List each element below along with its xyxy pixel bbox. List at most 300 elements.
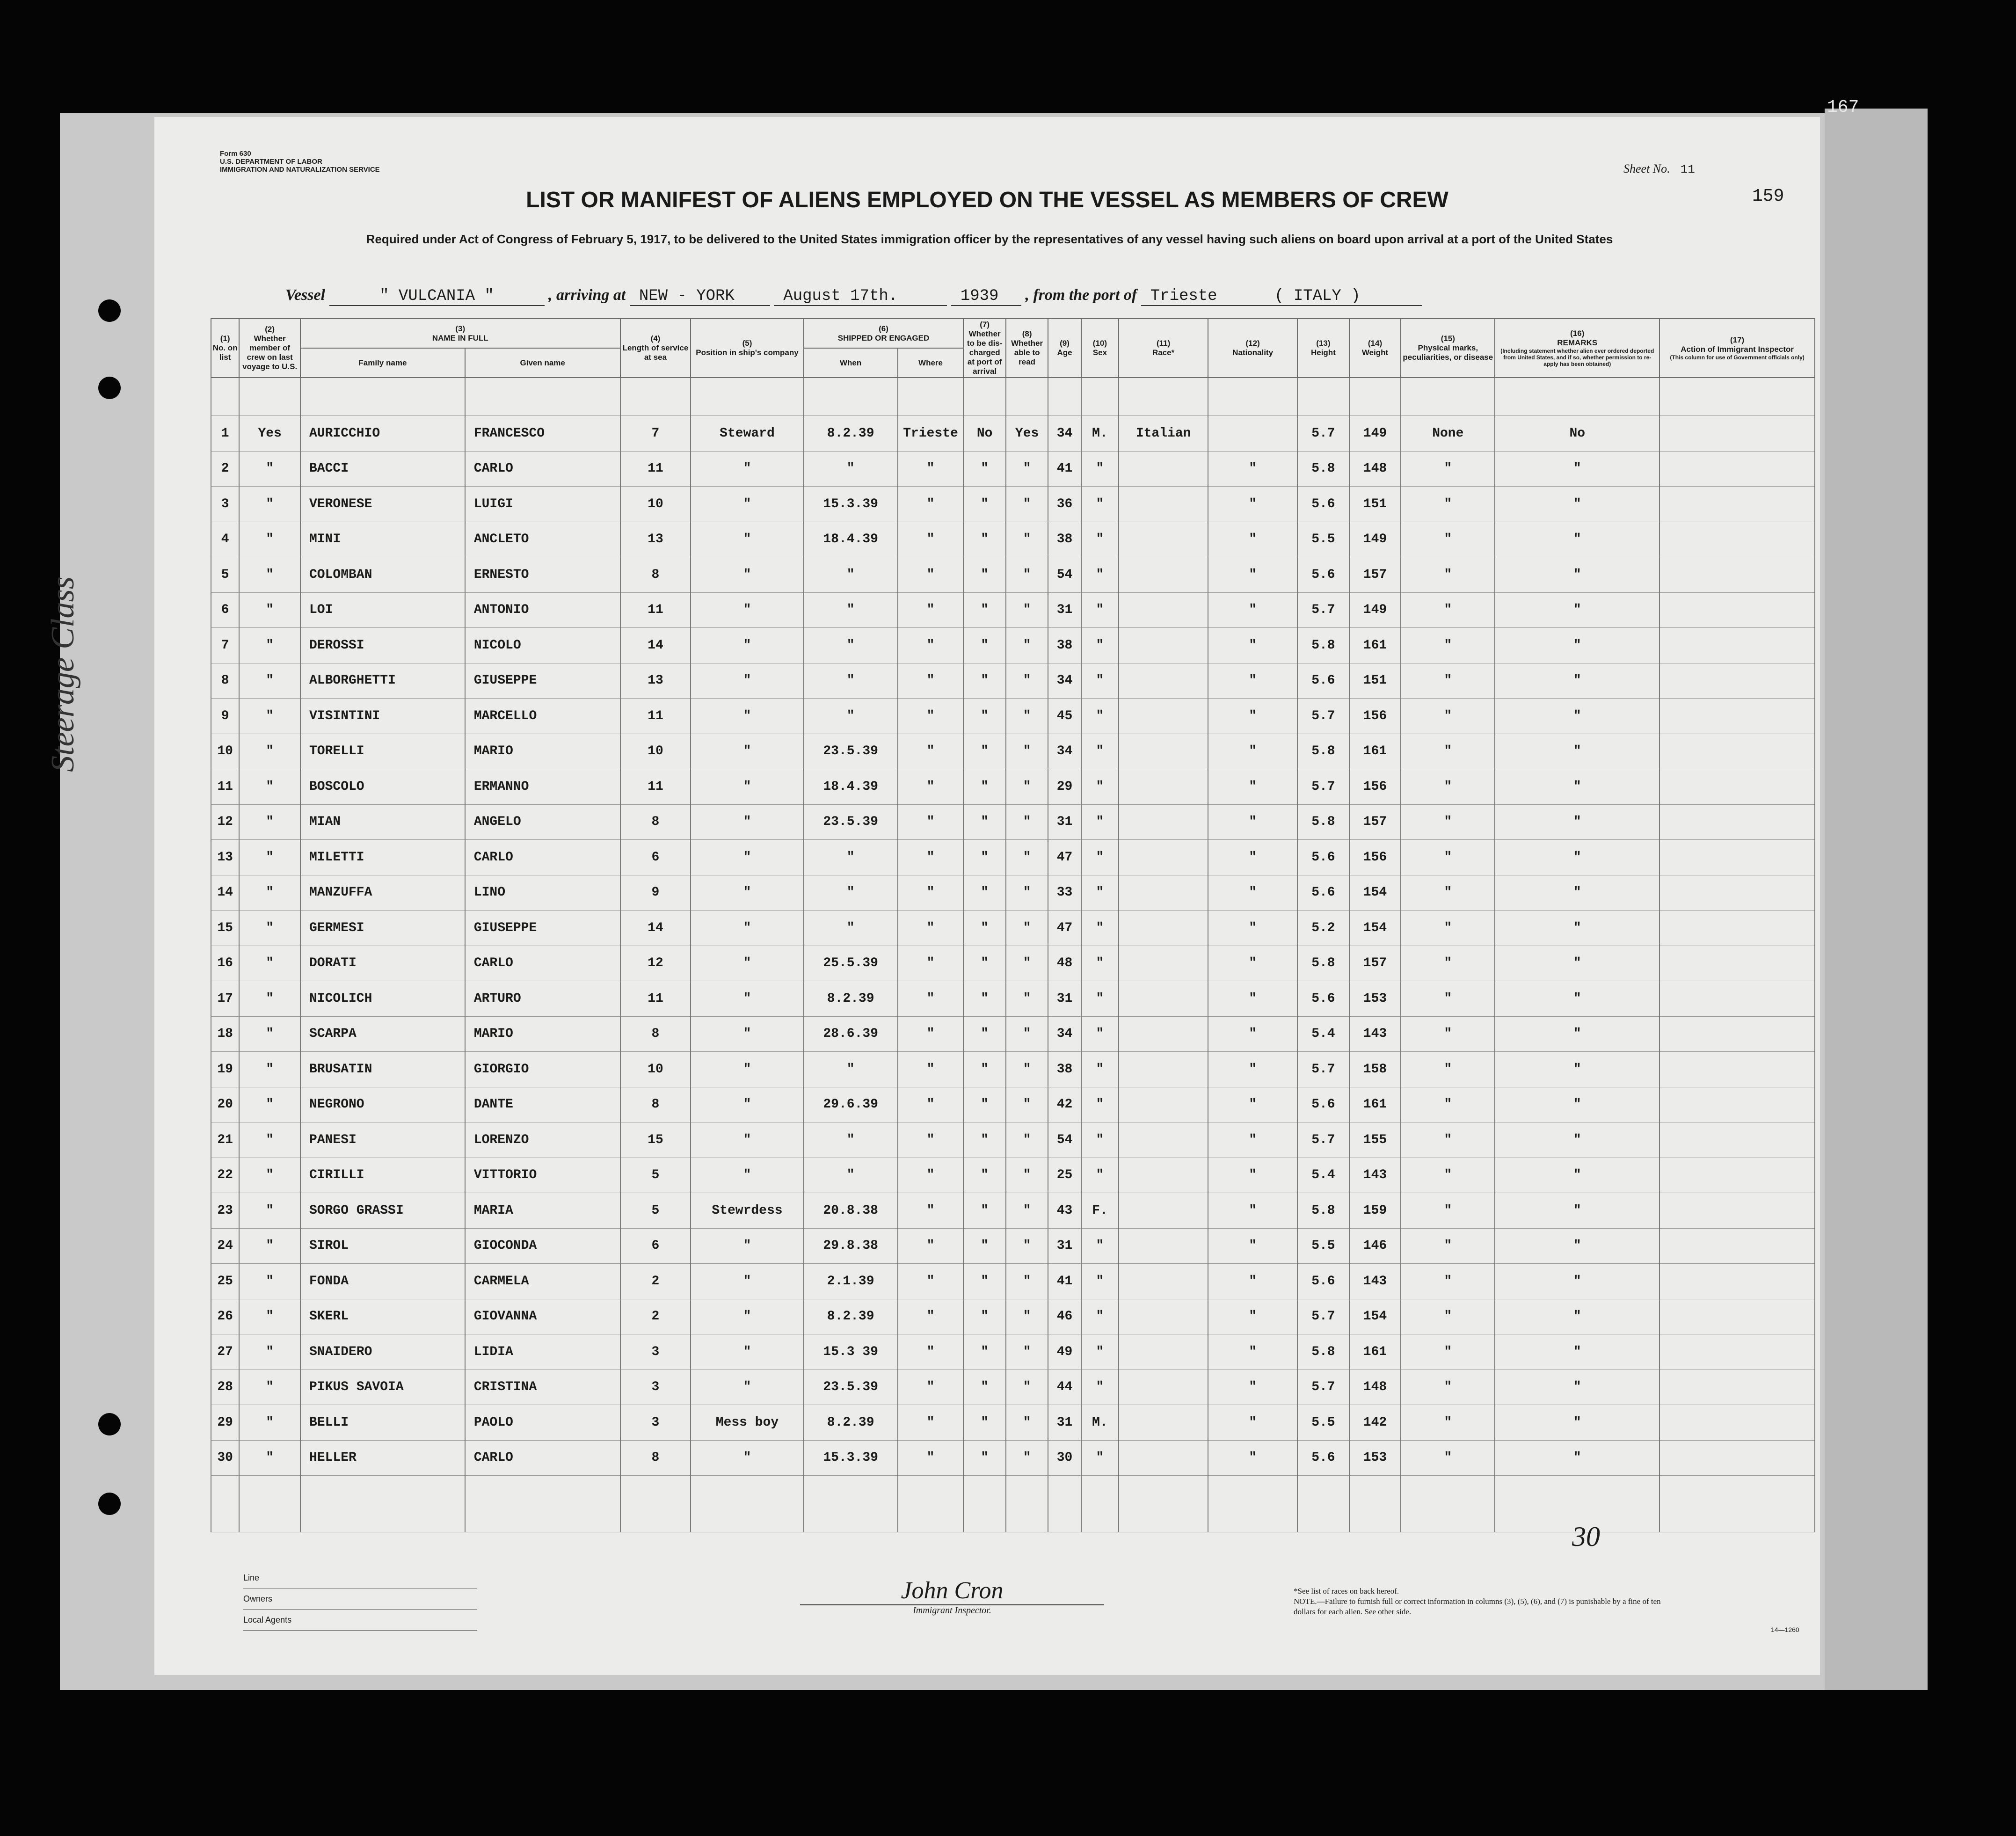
cell-sex: M. xyxy=(1081,416,1119,452)
cell-discharged: " xyxy=(963,734,1005,769)
cell-nationality: " xyxy=(1208,1264,1297,1299)
cell-read: " xyxy=(1006,1264,1048,1299)
cell-height: 5.6 xyxy=(1297,1440,1349,1476)
cell-sex: " xyxy=(1081,1122,1119,1158)
cell-read: " xyxy=(1006,911,1048,946)
cell-discharged: " xyxy=(963,1370,1005,1405)
cell-discharged: " xyxy=(963,522,1005,557)
cell-given: LIDIA xyxy=(465,1334,620,1370)
cell-weight: 158 xyxy=(1349,1052,1401,1087)
cell-remarks: " xyxy=(1495,628,1659,663)
cell-weight: 153 xyxy=(1349,1440,1401,1476)
cell-discharged: " xyxy=(963,946,1005,981)
cell-prev: " xyxy=(239,699,300,734)
cell-marks: " xyxy=(1401,1087,1495,1122)
cell-read: " xyxy=(1006,1299,1048,1334)
cell-where: " xyxy=(898,557,964,593)
cell-when: 25.5.39 xyxy=(804,946,898,981)
cell-when: 29.8.38 xyxy=(804,1228,898,1264)
cell-nationality: " xyxy=(1208,734,1297,769)
cell-read: " xyxy=(1006,1440,1048,1476)
cell-nationality: " xyxy=(1208,487,1297,522)
crew-row xyxy=(211,663,1815,699)
cell-no: 1 xyxy=(211,416,239,452)
cell-no: 19 xyxy=(211,1052,239,1087)
cell-given: ANGELO xyxy=(465,804,620,840)
cell-age: 31 xyxy=(1048,1228,1081,1264)
cell-read: " xyxy=(1006,557,1048,593)
cell-family: DORATI xyxy=(300,946,465,981)
cell-given: CRISTINA xyxy=(465,1370,620,1405)
cell-race: Italian xyxy=(1119,416,1208,452)
cell-service: 14 xyxy=(620,911,691,946)
cell-height: 5.7 xyxy=(1297,1370,1349,1405)
cell-marks: " xyxy=(1401,1334,1495,1370)
cell-nationality: " xyxy=(1208,1405,1297,1441)
cell-read: " xyxy=(1006,875,1048,911)
cell-no: 6 xyxy=(211,592,239,628)
cell-weight: 161 xyxy=(1349,1334,1401,1370)
cell-sex: " xyxy=(1081,734,1119,769)
cell-marks: " xyxy=(1401,1052,1495,1087)
cell-action xyxy=(1659,487,1815,522)
cell-marks: " xyxy=(1401,1440,1495,1476)
cell-prev: " xyxy=(239,592,300,628)
cell-family: NEGRONO xyxy=(300,1087,465,1122)
cell-when: 23.5.39 xyxy=(804,804,898,840)
cell-prev: " xyxy=(239,522,300,557)
cell-action xyxy=(1659,1228,1815,1264)
cell-weight: 157 xyxy=(1349,804,1401,840)
cell-age: 29 xyxy=(1048,769,1081,805)
cell-remarks: " xyxy=(1495,911,1659,946)
cell-family: CIRILLI xyxy=(300,1158,465,1193)
cell-nationality: " xyxy=(1208,1299,1297,1334)
cell-discharged: " xyxy=(963,628,1005,663)
cell-prev: " xyxy=(239,734,300,769)
cell-marks: " xyxy=(1401,946,1495,981)
cell-given: MARCELLO xyxy=(465,699,620,734)
cell-height: 5.8 xyxy=(1297,804,1349,840)
cell-where: " xyxy=(898,628,964,663)
cell-weight: 156 xyxy=(1349,840,1401,875)
cell-service: 13 xyxy=(620,522,691,557)
cell-action xyxy=(1659,769,1815,805)
cell-discharged: " xyxy=(963,875,1005,911)
crew-row xyxy=(211,1122,1815,1158)
cell-given: CARMELA xyxy=(465,1264,620,1299)
cell-nationality: " xyxy=(1208,1052,1297,1087)
cell-service: 5 xyxy=(620,1193,691,1229)
cell-race xyxy=(1119,663,1208,699)
sheet-number: Sheet No. 11 xyxy=(1623,162,1695,176)
cell-age: 34 xyxy=(1048,416,1081,452)
cell-family: BRUSATIN xyxy=(300,1052,465,1087)
cell-race xyxy=(1119,946,1208,981)
cell-given: PAOLO xyxy=(465,1405,620,1441)
cell-no: 26 xyxy=(211,1299,239,1334)
page-stamp: 159 xyxy=(1752,186,1784,206)
cell-height: 5.2 xyxy=(1297,911,1349,946)
cell-read: " xyxy=(1006,734,1048,769)
cell-sex: " xyxy=(1081,946,1119,981)
col-nationality-header: (12) Nationality xyxy=(1208,319,1297,378)
cell-when: 15.3 39 xyxy=(804,1334,898,1370)
cell-prev: " xyxy=(239,804,300,840)
crew-row xyxy=(211,487,1815,522)
cell-read: " xyxy=(1006,1193,1048,1229)
cell-race xyxy=(1119,911,1208,946)
cell-weight: 143 xyxy=(1349,1016,1401,1052)
cell-marks: " xyxy=(1401,1158,1495,1193)
col-sex-header: (10) Sex xyxy=(1081,319,1119,378)
cell-sex: " xyxy=(1081,769,1119,805)
cell-position: " xyxy=(691,1158,803,1193)
cell-sex: " xyxy=(1081,1334,1119,1370)
cell-no: 28 xyxy=(211,1370,239,1405)
cell-service: 8 xyxy=(620,1016,691,1052)
cell-discharged: " xyxy=(963,1440,1005,1476)
inspector-signature-block xyxy=(800,1577,1104,1616)
cell-no: 4 xyxy=(211,522,239,557)
cell-height: 5.8 xyxy=(1297,946,1349,981)
crew-row xyxy=(211,1193,1815,1229)
cell-height: 5.6 xyxy=(1297,487,1349,522)
cell-weight: 157 xyxy=(1349,946,1401,981)
cell-position: " xyxy=(691,557,803,593)
cell-race xyxy=(1119,1405,1208,1441)
cell-read: " xyxy=(1006,1405,1048,1441)
cell-prev: " xyxy=(239,1228,300,1264)
col-marks-header: (15) Physical marks, peculiarities, or disease xyxy=(1401,319,1495,378)
crew-row xyxy=(211,1228,1815,1264)
col-no-header: (1) No. on list xyxy=(211,319,239,378)
cell-sex: " xyxy=(1081,1370,1119,1405)
cell-family: BELLI xyxy=(300,1405,465,1441)
cell-position: " xyxy=(691,875,803,911)
page-subtitle: Required under Act of Congress of February 5, 1917, to be delivered to the United States immigration officer by the representatives of any vessel having such aliens on board upon arrival at a port of the United States xyxy=(366,232,1613,246)
cell-marks: " xyxy=(1401,1016,1495,1052)
cell-service: 12 xyxy=(620,946,691,981)
cell-weight: 153 xyxy=(1349,981,1401,1017)
cell-service: 9 xyxy=(620,875,691,911)
cell-no: 25 xyxy=(211,1264,239,1299)
cell-when: 8.2.39 xyxy=(804,416,898,452)
cell-marks: " xyxy=(1401,592,1495,628)
outer-page-stamp: 167 xyxy=(1827,97,1859,117)
cell-marks: " xyxy=(1401,911,1495,946)
cell-discharged: " xyxy=(963,1016,1005,1052)
crew-row xyxy=(211,1158,1815,1193)
cell-remarks: " xyxy=(1495,1052,1659,1087)
cell-prev: " xyxy=(239,1405,300,1441)
cell-height: 5.7 xyxy=(1297,769,1349,805)
crew-row xyxy=(211,451,1815,487)
cell-sex: " xyxy=(1081,911,1119,946)
cell-age: 54 xyxy=(1048,557,1081,593)
col-when-header: When xyxy=(804,348,898,378)
cell-age: 38 xyxy=(1048,522,1081,557)
col-name-header: (3) NAME IN FULL xyxy=(300,319,620,348)
cell-read: " xyxy=(1006,804,1048,840)
cell-nationality: " xyxy=(1208,981,1297,1017)
cell-service: 10 xyxy=(620,1052,691,1087)
cell-action xyxy=(1659,1334,1815,1370)
crew-row xyxy=(211,699,1815,734)
cell-nationality: " xyxy=(1208,699,1297,734)
cell-remarks: " xyxy=(1495,522,1659,557)
cell-discharged: " xyxy=(963,487,1005,522)
cell-action xyxy=(1659,557,1815,593)
cell-read: " xyxy=(1006,1228,1048,1264)
cell-marks: " xyxy=(1401,699,1495,734)
cell-remarks: " xyxy=(1495,734,1659,769)
cell-marks: " xyxy=(1401,1122,1495,1158)
cell-when: " xyxy=(804,1052,898,1087)
cell-race xyxy=(1119,1193,1208,1229)
cell-action xyxy=(1659,1122,1815,1158)
crew-row xyxy=(211,557,1815,593)
crew-row xyxy=(211,1052,1815,1087)
cell-remarks: " xyxy=(1495,592,1659,628)
cell-sex: " xyxy=(1081,1228,1119,1264)
cell-action xyxy=(1659,840,1815,875)
cell-given: ERNESTO xyxy=(465,557,620,593)
cell-remarks: " xyxy=(1495,557,1659,593)
cell-remarks: " xyxy=(1495,946,1659,981)
cell-nationality: " xyxy=(1208,1016,1297,1052)
form-number: Form 630 xyxy=(220,150,251,158)
cell-race xyxy=(1119,1052,1208,1087)
cell-age: 45 xyxy=(1048,699,1081,734)
cell-sex: " xyxy=(1081,1052,1119,1087)
cell-discharged: " xyxy=(963,981,1005,1017)
crew-row xyxy=(211,592,1815,628)
cell-nationality: " xyxy=(1208,592,1297,628)
cell-position: " xyxy=(691,840,803,875)
vessel-name: " VULCANIA " xyxy=(329,287,545,306)
cell-age: 31 xyxy=(1048,592,1081,628)
crew-manifest-table xyxy=(211,318,1815,1532)
cell-weight: 148 xyxy=(1349,451,1401,487)
cell-height: 5.8 xyxy=(1297,734,1349,769)
cell-discharged: " xyxy=(963,840,1005,875)
cell-remarks: " xyxy=(1495,451,1659,487)
cell-weight: 146 xyxy=(1349,1228,1401,1264)
cell-remarks: " xyxy=(1495,981,1659,1017)
cell-age: 30 xyxy=(1048,1440,1081,1476)
cell-no: 24 xyxy=(211,1228,239,1264)
crew-row xyxy=(211,1334,1815,1370)
cell-action xyxy=(1659,451,1815,487)
cell-discharged: " xyxy=(963,1299,1005,1334)
crew-row xyxy=(211,804,1815,840)
cell-height: 5.6 xyxy=(1297,840,1349,875)
cell-race xyxy=(1119,804,1208,840)
cell-age: 36 xyxy=(1048,487,1081,522)
cell-marks: " xyxy=(1401,522,1495,557)
cell-service: 7 xyxy=(620,416,691,452)
cell-remarks: " xyxy=(1495,1087,1659,1122)
col-given-name-header: Given name xyxy=(465,348,620,378)
back-sheet-edge xyxy=(1825,109,1928,1690)
col-family-name-header: Family name xyxy=(300,348,465,378)
cell-height: 5.7 xyxy=(1297,1299,1349,1334)
cell-given: GIOVANNA xyxy=(465,1299,620,1334)
spacer-row xyxy=(211,378,1815,416)
cell-race xyxy=(1119,875,1208,911)
cell-when: " xyxy=(804,875,898,911)
cell-read: " xyxy=(1006,981,1048,1017)
cell-nationality: " xyxy=(1208,769,1297,805)
cell-sex: " xyxy=(1081,451,1119,487)
cell-discharged: No xyxy=(963,416,1005,452)
cell-given: CARLO xyxy=(465,451,620,487)
cell-prev: " xyxy=(239,1193,300,1229)
cell-given: FRANCESCO xyxy=(465,416,620,452)
cell-race xyxy=(1119,981,1208,1017)
cell-given: CARLO xyxy=(465,840,620,875)
cell-nationality: " xyxy=(1208,946,1297,981)
cell-read: " xyxy=(1006,522,1048,557)
cell-position: " xyxy=(691,1334,803,1370)
cell-given: LINO xyxy=(465,875,620,911)
cell-family: FONDA xyxy=(300,1264,465,1299)
cell-race xyxy=(1119,1370,1208,1405)
cell-marks: " xyxy=(1401,804,1495,840)
cell-where: " xyxy=(898,946,964,981)
cell-where: " xyxy=(898,1016,964,1052)
cell-action xyxy=(1659,946,1815,981)
cell-action xyxy=(1659,734,1815,769)
cell-where: " xyxy=(898,451,964,487)
cell-nationality: " xyxy=(1208,875,1297,911)
cell-family: PIKUS SAVOIA xyxy=(300,1370,465,1405)
cell-when: 18.4.39 xyxy=(804,769,898,805)
cell-race xyxy=(1119,1299,1208,1334)
cell-family: MANZUFFA xyxy=(300,875,465,911)
cell-family: SCARPA xyxy=(300,1016,465,1052)
cell-no: 14 xyxy=(211,875,239,911)
cell-height: 5.7 xyxy=(1297,592,1349,628)
cell-race xyxy=(1119,734,1208,769)
cell-where: " xyxy=(898,981,964,1017)
arrival-year: 1939 xyxy=(951,287,1021,306)
cell-discharged: " xyxy=(963,451,1005,487)
cell-when: 23.5.39 xyxy=(804,734,898,769)
cell-given: CARLO xyxy=(465,1440,620,1476)
cell-given: LORENZO xyxy=(465,1122,620,1158)
cell-when: " xyxy=(804,663,898,699)
cell-where: " xyxy=(898,1158,964,1193)
cell-service: 6 xyxy=(620,1228,691,1264)
cell-given: CARLO xyxy=(465,946,620,981)
cell-marks: " xyxy=(1401,981,1495,1017)
cell-read: " xyxy=(1006,592,1048,628)
cell-no: 9 xyxy=(211,699,239,734)
cell-read: " xyxy=(1006,1370,1048,1405)
binder-hole xyxy=(98,299,121,322)
crew-row xyxy=(211,875,1815,911)
cell-position: " xyxy=(691,1440,803,1476)
cell-remarks: " xyxy=(1495,1334,1659,1370)
cell-service: 5 xyxy=(620,1158,691,1193)
cell-race xyxy=(1119,451,1208,487)
cell-prev: " xyxy=(239,875,300,911)
cell-discharged: " xyxy=(963,1405,1005,1441)
cell-height: 5.7 xyxy=(1297,1122,1349,1158)
cell-age: 34 xyxy=(1048,734,1081,769)
cell-action xyxy=(1659,1087,1815,1122)
cell-nationality: " xyxy=(1208,911,1297,946)
cell-given: MARIO xyxy=(465,1016,620,1052)
cell-remarks: " xyxy=(1495,1405,1659,1441)
cell-prev: " xyxy=(239,1052,300,1087)
cell-when: 15.3.39 xyxy=(804,1440,898,1476)
cell-marks: " xyxy=(1401,1299,1495,1334)
cell-height: 5.6 xyxy=(1297,1087,1349,1122)
cell-when: " xyxy=(804,1158,898,1193)
cell-nationality: " xyxy=(1208,1334,1297,1370)
cell-height: 5.5 xyxy=(1297,1228,1349,1264)
cell-where: " xyxy=(898,699,964,734)
crew-row xyxy=(211,1016,1815,1052)
cell-age: 33 xyxy=(1048,875,1081,911)
cell-read: " xyxy=(1006,451,1048,487)
cell-remarks: " xyxy=(1495,1158,1659,1193)
cell-marks: " xyxy=(1401,557,1495,593)
cell-read: " xyxy=(1006,1122,1048,1158)
cell-family: SKERL xyxy=(300,1299,465,1334)
cell-where: " xyxy=(898,1334,964,1370)
cell-no: 18 xyxy=(211,1016,239,1052)
cell-marks: " xyxy=(1401,875,1495,911)
cell-sex: " xyxy=(1081,522,1119,557)
cell-height: 5.6 xyxy=(1297,875,1349,911)
page-title: LIST OR MANIFEST OF ALIENS EMPLOYED ON THE VESSEL AS MEMBERS OF CREW xyxy=(526,188,1448,212)
cell-prev: " xyxy=(239,487,300,522)
cell-where: " xyxy=(898,487,964,522)
crew-row xyxy=(211,911,1815,946)
col-remarks-header: (16) REMARKS (Including statement whether alien ever ordered deported from United States, and if so, whether permission to re-apply has been obtained) xyxy=(1495,319,1659,378)
cell-nationality: " xyxy=(1208,557,1297,593)
cell-prev: " xyxy=(239,1016,300,1052)
cell-position: " xyxy=(691,1052,803,1087)
crew-row xyxy=(211,1087,1815,1122)
cell-weight: 142 xyxy=(1349,1405,1401,1441)
cell-age: 43 xyxy=(1048,1193,1081,1229)
cell-discharged: " xyxy=(963,592,1005,628)
cell-when: " xyxy=(804,628,898,663)
cell-prev: " xyxy=(239,1122,300,1158)
cell-no: 20 xyxy=(211,1087,239,1122)
cell-action xyxy=(1659,1440,1815,1476)
cell-when: 8.2.39 xyxy=(804,1405,898,1441)
cell-weight: 149 xyxy=(1349,522,1401,557)
cell-no: 29 xyxy=(211,1405,239,1441)
cell-race xyxy=(1119,522,1208,557)
cell-service: 6 xyxy=(620,840,691,875)
cell-position: " xyxy=(691,981,803,1017)
cell-action xyxy=(1659,981,1815,1017)
cell-age: 34 xyxy=(1048,663,1081,699)
cell-height: 5.5 xyxy=(1297,1405,1349,1441)
crew-row xyxy=(211,734,1815,769)
cell-given: VITTORIO xyxy=(465,1158,620,1193)
cell-remarks: " xyxy=(1495,699,1659,734)
cell-given: ARTURO xyxy=(465,981,620,1017)
cell-family: COLOMBAN xyxy=(300,557,465,593)
